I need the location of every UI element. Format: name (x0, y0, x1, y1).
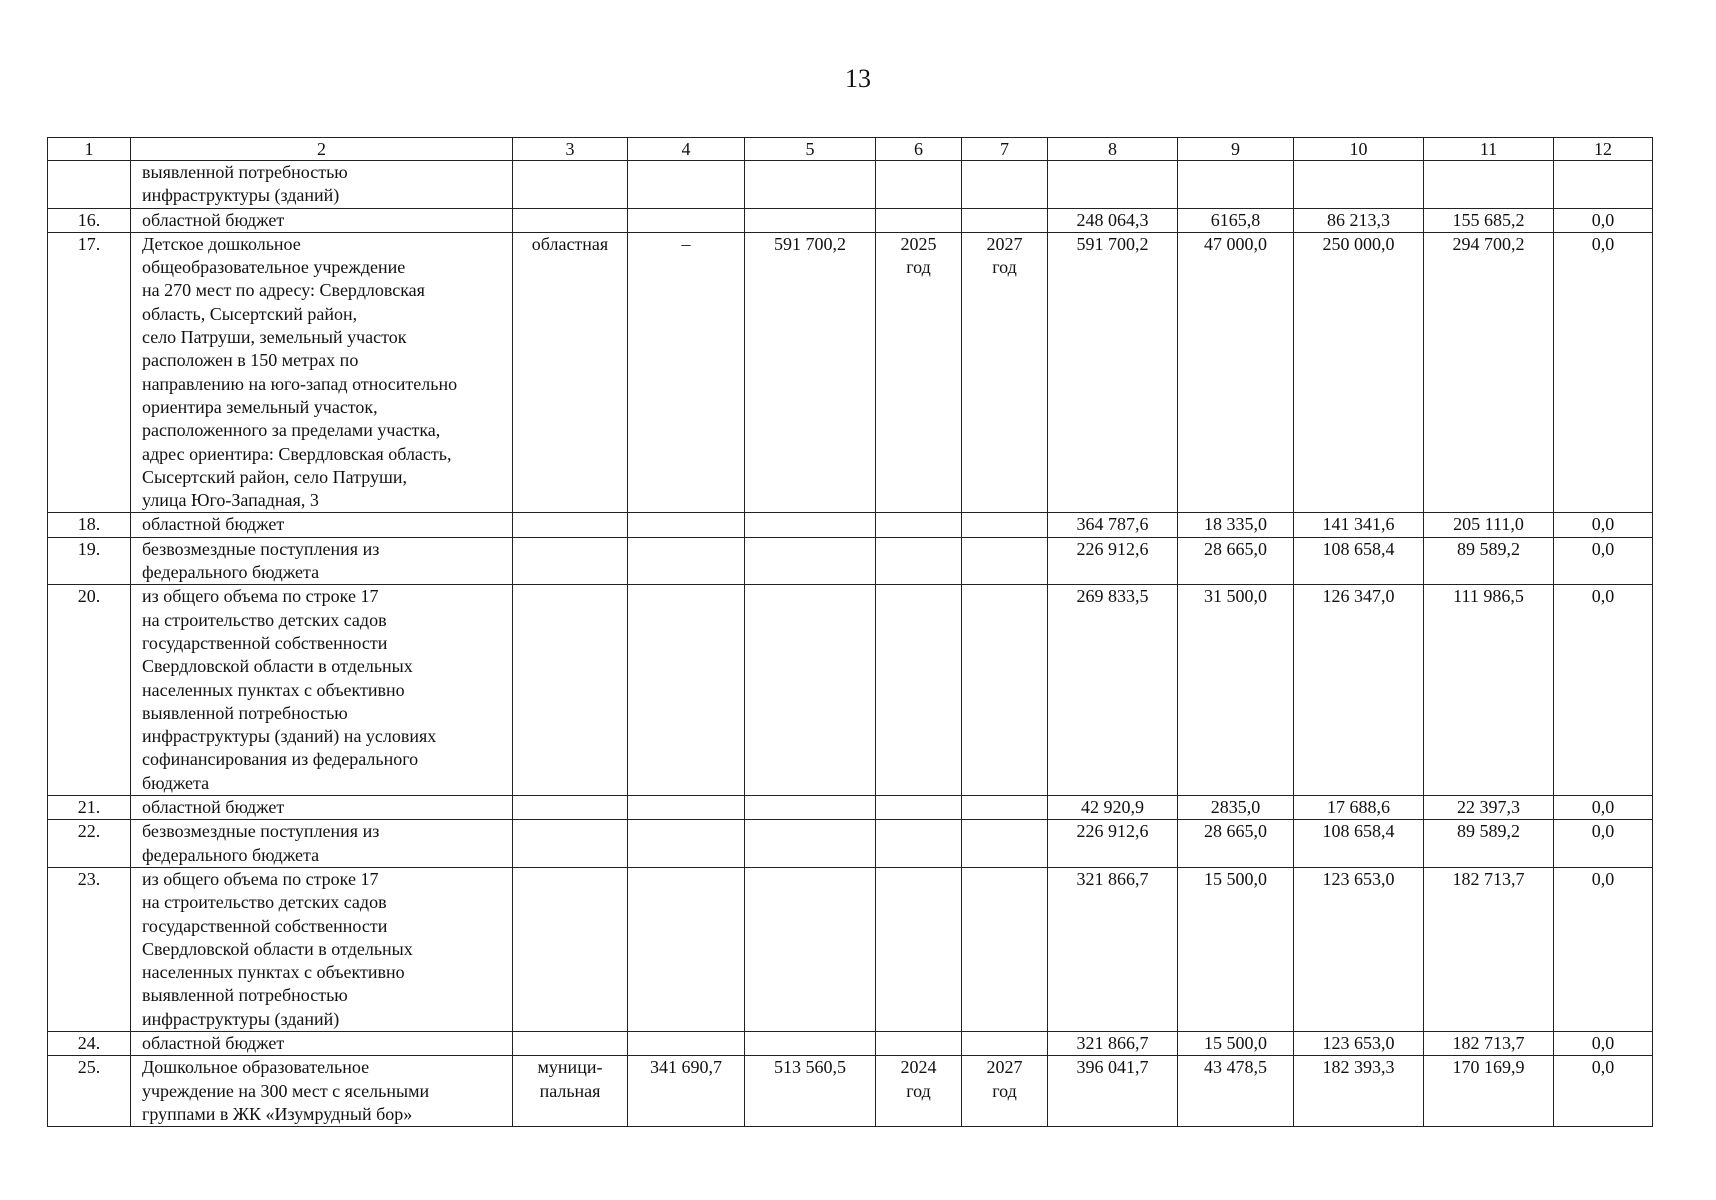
amount-col-10: 108 658,4 (1294, 820, 1424, 868)
cost-col-4 (628, 867, 745, 1031)
cost-col-5: 513 560,5 (745, 1056, 876, 1127)
amount-col-9: 2835,0 (1178, 796, 1294, 820)
cost-col-5 (745, 585, 876, 796)
header-cell: 8 (1048, 138, 1178, 161)
row-description: из общего объема по строке 17 на строительство детских садов государственной собственности Свердловской области в отдельных населенных пунктах с объективно выявленной потребностью инфраструктуры (зданий) (131, 867, 513, 1031)
amount-col-11: 294 700,2 (1424, 232, 1554, 513)
end-year (962, 585, 1048, 796)
amount-col-11: 205 111,0 (1424, 513, 1554, 537)
cost-col-5 (745, 208, 876, 232)
amount-col-11: 170 169,9 (1424, 1056, 1554, 1127)
cost-col-4 (628, 208, 745, 232)
ownership-type (513, 796, 628, 820)
end-year (962, 796, 1048, 820)
amount-col-10 (1294, 161, 1424, 209)
amount-col-9: 47 000,0 (1178, 232, 1294, 513)
ownership-type (513, 585, 628, 796)
row-description: областной бюджет (131, 513, 513, 537)
total-col-8: 248 064,3 (1048, 208, 1178, 232)
header-cell: 10 (1294, 138, 1424, 161)
cost-col-4 (628, 513, 745, 537)
start-year (876, 585, 962, 796)
amount-col-12: 0,0 (1554, 537, 1653, 585)
row-description: из общего объема по строке 17 на строительство детских садов государственной собственности Свердловской области в отдельных населенных пунктах с объективно выявленной потребностью инфраструктуры (зданий) на условиях софинансирования из федерального бюджета (131, 585, 513, 796)
total-col-8 (1048, 161, 1178, 209)
amount-col-12: 0,0 (1554, 208, 1653, 232)
amount-col-11: 111 986,5 (1424, 585, 1554, 796)
amount-col-11: 89 589,2 (1424, 537, 1554, 585)
header-cell: 2 (131, 138, 513, 161)
ownership-type (513, 161, 628, 209)
row-number: 17. (48, 232, 131, 513)
amount-col-12: 0,0 (1554, 796, 1653, 820)
table-header-row (48, 138, 1653, 161)
end-year (962, 161, 1048, 209)
start-year (876, 820, 962, 868)
ownership-type (513, 208, 628, 232)
amount-col-12: 0,0 (1554, 867, 1653, 1031)
start-year: 2025 год (876, 232, 962, 513)
cost-col-4: – (628, 232, 745, 513)
row-description: Детское дошкольное общеобразовательное учреждение на 270 мест по адресу: Свердловская область, Сысертский район, село Патруши, земельный участок расположен в 150 метрах по направлению на юго-запад относительно ориентира земельный участок, расположенного за пределами участка, адрес ориентира: Свердловская область, Сысертский район, село Патруши, улица Юго-Западная, 3 (131, 232, 513, 513)
cost-col-4 (628, 585, 745, 796)
start-year (876, 796, 962, 820)
table-row (48, 585, 1653, 796)
amount-col-11: 155 685,2 (1424, 208, 1554, 232)
amount-col-9: 31 500,0 (1178, 585, 1294, 796)
amount-col-12: 0,0 (1554, 820, 1653, 868)
total-col-8: 226 912,6 (1048, 820, 1178, 868)
ownership-type (513, 867, 628, 1031)
row-description: Дошкольное образовательное учреждение на 300 мест с ясельными группами в ЖК «Изумрудный бор» (131, 1056, 513, 1127)
amount-col-9: 28 665,0 (1178, 537, 1294, 585)
header-cell: 1 (48, 138, 131, 161)
cost-col-5 (745, 161, 876, 209)
end-year: 2027 год (962, 1056, 1048, 1127)
header-cell: 7 (962, 138, 1048, 161)
cost-col-5 (745, 867, 876, 1031)
row-number: 16. (48, 208, 131, 232)
table-row (48, 513, 1653, 537)
row-description: безвозмездные поступления из федерального бюджета (131, 820, 513, 868)
header-cell: 3 (513, 138, 628, 161)
total-col-8: 226 912,6 (1048, 537, 1178, 585)
amount-col-9: 15 500,0 (1178, 1031, 1294, 1055)
cost-col-4 (628, 537, 745, 585)
row-number: 25. (48, 1056, 131, 1127)
amount-col-11: 182 713,7 (1424, 867, 1554, 1031)
total-col-8: 42 920,9 (1048, 796, 1178, 820)
row-number: 21. (48, 796, 131, 820)
ownership-type (513, 537, 628, 585)
start-year: 2024 год (876, 1056, 962, 1127)
table-row (48, 796, 1653, 820)
header-cell: 5 (745, 138, 876, 161)
table-row (48, 1031, 1653, 1055)
amount-col-12: 0,0 (1554, 585, 1653, 796)
total-col-8: 591 700,2 (1048, 232, 1178, 513)
amount-col-10: 141 341,6 (1294, 513, 1424, 537)
amount-col-11: 22 397,3 (1424, 796, 1554, 820)
row-description: областной бюджет (131, 1031, 513, 1055)
start-year (876, 208, 962, 232)
amount-col-9 (1178, 161, 1294, 209)
start-year (876, 867, 962, 1031)
table-row (48, 537, 1653, 585)
amount-col-9: 15 500,0 (1178, 867, 1294, 1031)
end-year (962, 867, 1048, 1031)
row-number: 19. (48, 537, 131, 585)
amount-col-10: 250 000,0 (1294, 232, 1424, 513)
table-row (48, 161, 1653, 209)
amount-col-11: 89 589,2 (1424, 820, 1554, 868)
amount-col-10: 182 393,3 (1294, 1056, 1424, 1127)
ownership-type (513, 820, 628, 868)
cost-col-4 (628, 796, 745, 820)
amount-col-10: 123 653,0 (1294, 867, 1424, 1031)
header-cell: 11 (1424, 138, 1554, 161)
cost-col-5 (745, 796, 876, 820)
total-col-8: 269 833,5 (1048, 585, 1178, 796)
cost-col-5 (745, 513, 876, 537)
end-year: 2027 год (962, 232, 1048, 513)
cost-col-5 (745, 820, 876, 868)
header-cell: 4 (628, 138, 745, 161)
amount-col-12: 0,0 (1554, 1031, 1653, 1055)
ownership-type (513, 1031, 628, 1055)
cost-col-4 (628, 820, 745, 868)
end-year (962, 513, 1048, 537)
total-col-8: 321 866,7 (1048, 1031, 1178, 1055)
amount-col-12: 0,0 (1554, 232, 1653, 513)
amount-col-9: 18 335,0 (1178, 513, 1294, 537)
page-number: 13 (845, 64, 871, 93)
cost-col-5: 591 700,2 (745, 232, 876, 513)
amount-col-9: 6165,8 (1178, 208, 1294, 232)
amount-col-11 (1424, 161, 1554, 209)
cost-col-4: 341 690,7 (628, 1056, 745, 1127)
row-number: 24. (48, 1031, 131, 1055)
header-cell: 12 (1554, 138, 1653, 161)
cost-col-4 (628, 161, 745, 209)
ownership-type: областная (513, 232, 628, 513)
row-number (48, 161, 131, 209)
table-row (48, 1056, 1653, 1127)
table-row (48, 232, 1653, 513)
table-row (48, 820, 1653, 868)
amount-col-11: 182 713,7 (1424, 1031, 1554, 1055)
start-year (876, 537, 962, 585)
amount-col-12: 0,0 (1554, 1056, 1653, 1127)
cost-col-5 (745, 1031, 876, 1055)
total-col-8: 396 041,7 (1048, 1056, 1178, 1127)
start-year (876, 161, 962, 209)
table-row (48, 208, 1653, 232)
amount-col-10: 123 653,0 (1294, 1031, 1424, 1055)
end-year (962, 1031, 1048, 1055)
amount-col-9: 28 665,0 (1178, 820, 1294, 868)
ownership-type (513, 513, 628, 537)
row-description: выявленной потребностью инфраструктуры (зданий) (131, 161, 513, 209)
row-description: областной бюджет (131, 208, 513, 232)
row-number: 18. (48, 513, 131, 537)
cost-col-4 (628, 1031, 745, 1055)
row-number: 22. (48, 820, 131, 868)
cost-col-5 (745, 537, 876, 585)
row-description: областной бюджет (131, 796, 513, 820)
end-year (962, 208, 1048, 232)
amount-col-10: 108 658,4 (1294, 537, 1424, 585)
end-year (962, 820, 1048, 868)
header-cell: 9 (1178, 138, 1294, 161)
start-year (876, 513, 962, 537)
amount-col-10: 126 347,0 (1294, 585, 1424, 796)
table-row (48, 867, 1653, 1031)
total-col-8: 321 866,7 (1048, 867, 1178, 1031)
row-number: 23. (48, 867, 131, 1031)
start-year (876, 1031, 962, 1055)
total-col-8: 364 787,6 (1048, 513, 1178, 537)
amount-col-10: 17 688,6 (1294, 796, 1424, 820)
amount-col-9: 43 478,5 (1178, 1056, 1294, 1127)
amount-col-10: 86 213,3 (1294, 208, 1424, 232)
row-number: 20. (48, 585, 131, 796)
budget-table (47, 137, 1653, 1127)
header-cell: 6 (876, 138, 962, 161)
ownership-type: муници- пальная (513, 1056, 628, 1127)
row-description: безвозмездные поступления из федерального бюджета (131, 537, 513, 585)
end-year (962, 537, 1048, 585)
amount-col-12: 0,0 (1554, 513, 1653, 537)
amount-col-12 (1554, 161, 1653, 209)
